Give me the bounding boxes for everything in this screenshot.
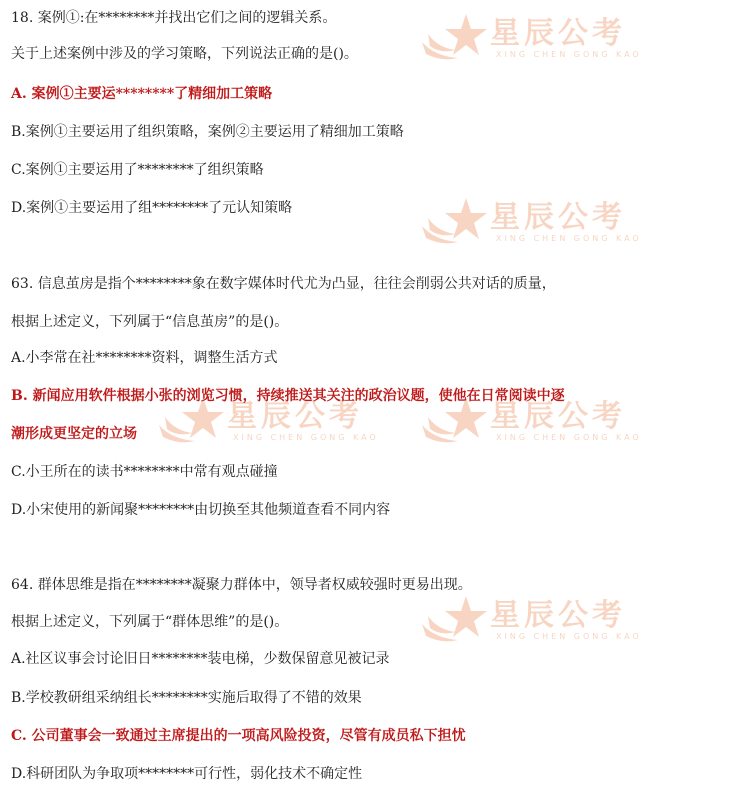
watermark [418, 196, 642, 250]
watermark [418, 594, 642, 648]
watermark-text: 星辰公考 [227, 399, 363, 434]
question-prompt: 根据上述定义，下列属于“信息茧房”的是()。 [11, 314, 289, 330]
option-c: C.小王所在的读书********中常有观点碰撞 [11, 464, 278, 480]
option-a: A.小李常在社********资料，调整生活方式 [11, 350, 278, 366]
question-prompt: 根据上述定义，下列属于“群体思维”的是()。 [11, 614, 289, 630]
option-b-correct: B. 新闻应用软件根据小张的浏览习惯，持续推送其关注的政治议题，使他在日常阅读中逐 [11, 388, 565, 404]
option-b: B.案例①主要运用了组织策略，案例②主要运用了精细加工策略 [11, 124, 404, 140]
star-logo-icon [418, 594, 488, 648]
watermark [418, 12, 642, 66]
question-stem: 63. 信息茧房是指个********象在数字媒体时代尤为凸显，往往会削弱公共对话的质量， [11, 276, 556, 292]
star-logo-icon [418, 12, 488, 66]
option-d: D.科研团队为争取项********可行性，弱化技术不确定性 [11, 766, 363, 782]
watermark-text: 星辰公考 [490, 399, 626, 434]
option-a-correct: A. 案例①主要运********了精细加工策略 [11, 86, 273, 102]
question-stem: 64. 群体思维是指在********凝聚力群体中，领导者权威较强时更易出现。 [11, 577, 472, 593]
watermark-text: 星辰公考 [490, 16, 626, 51]
watermark-text: 星辰公考 [490, 598, 626, 633]
option-c-correct: C. 公司董事会一致通过主席提出的一项高风险投资，尽管有成员私下担忧 [11, 728, 466, 744]
option-b: B.学校教研组采纳组长********实施后取得了不错的效果 [11, 690, 362, 706]
option-c: C.案例①主要运用了********了组织策略 [11, 162, 264, 178]
option-a: A.社区议事会讨论旧日********装电梯，少数保留意见被记录 [11, 651, 390, 667]
watermark-subtext: XING CHEN GONG KAO [496, 632, 642, 641]
watermark-subtext: XING CHEN GONG KAO [233, 433, 379, 442]
star-logo-icon [418, 196, 488, 250]
watermark-subtext: XING CHEN GONG KAO [496, 234, 642, 243]
question-stem: 18. 案例①:在********并找出它们之间的逻辑关系。 [11, 10, 337, 26]
watermark-text: 星辰公考 [490, 200, 626, 235]
watermark-subtext: XING CHEN GONG KAO [496, 50, 642, 59]
option-d: D.案例①主要运用了组********了元认知策略 [11, 200, 293, 216]
question-prompt: 关于上述案例中涉及的学习策略，下列说法正确的是()。 [11, 46, 358, 62]
option-b-correct-continued: 潮形成更坚定的立场 [11, 426, 137, 442]
option-d: D.小宋使用的新闻聚********由切换至其他频道查看不同内容 [11, 502, 391, 518]
watermark-subtext: XING CHEN GONG KAO [496, 433, 642, 442]
